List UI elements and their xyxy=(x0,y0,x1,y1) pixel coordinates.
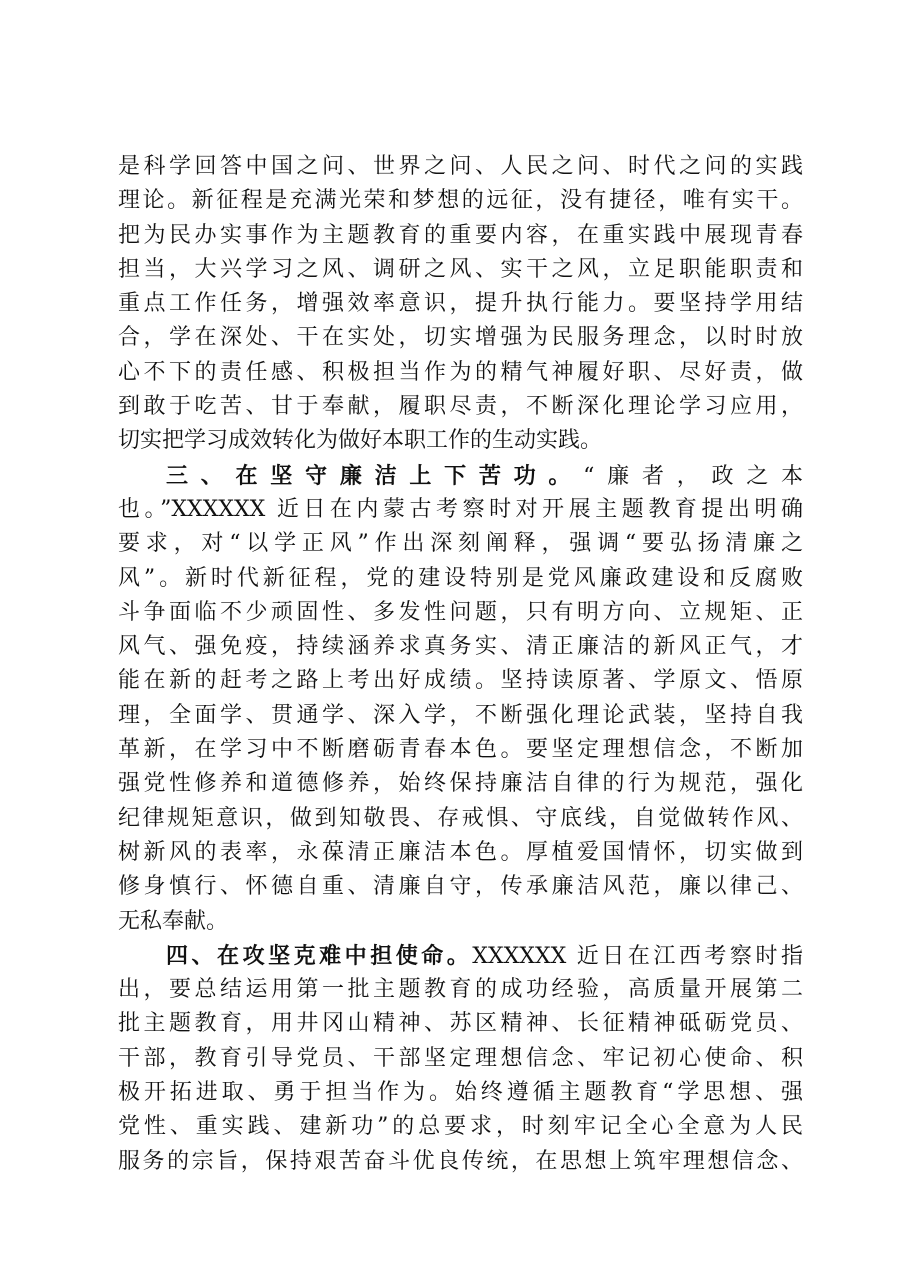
paragraph-first-line xyxy=(118,939,803,973)
section-heading: 四、在攻坚克难中担使命。 xyxy=(166,942,473,969)
text-line: 是科学回答中国之问、世界之问、人民之问、时代之问的实践 xyxy=(118,154,803,179)
section-heading: 三、在坚守廉洁上下苦功。 xyxy=(166,462,584,489)
paragraph-first-line xyxy=(118,459,803,493)
text-line: 重点工作任务，增强效率意识，提升执行能力。要坚持学用结 xyxy=(118,291,803,317)
text-line: 干部，教育引导党员、干部坚定理想信念、牢记初心使命、积 xyxy=(118,1045,803,1071)
paragraph-2 xyxy=(118,459,803,939)
text-line: 出，要总结运用第一批主题教育的成功经验，高质量开展第二 xyxy=(118,977,803,1003)
text-line: 理论。新征程是充满光荣和梦想的远征，没有捷径，唯有实干。 xyxy=(118,188,803,214)
text-line: 斗争面临不少顽固性、多发性问题，只有明方向、立规矩、正 xyxy=(118,599,803,625)
text-line: 担当，大兴学习之风、调研之风、实干之风，立足职能职责和 xyxy=(118,256,803,282)
text-run: “廉者，政之本 xyxy=(583,463,803,489)
text-line: 纪律规矩意识，做到知敬畏、存戒惧、守底线，自觉做转作风、 xyxy=(118,805,803,831)
text-line: 要求，对“以学正风”作出深刻阐释，强调“要弘扬清廉之 xyxy=(118,531,803,557)
text-line: 树新风的表率，永葆清正廉洁本色。厚植爱国情怀，切实做到 xyxy=(118,839,803,865)
text-line: 风气、强免疫，持续涵养求真务实、清正廉洁的新风正气，才 xyxy=(118,634,803,660)
text-line: 切实把学习成效转化为做好本职工作的生动实践。 xyxy=(118,428,603,454)
text-line: 无私奉献。 xyxy=(118,908,229,934)
text-line: 强党性修养和道德修养，始终保持廉洁自律的行为规范，强化 xyxy=(118,771,803,797)
text-line: 党性、重实践、建新功”的总要求，时刻牢记全心全意为人民 xyxy=(118,1114,803,1140)
document-page xyxy=(118,150,803,1179)
text-line: 服务的宗旨，保持艰苦奋斗优良传统，在思想上筑牢理想信念、 xyxy=(118,1148,803,1174)
text-line: 理，全面学、贯通学、深入学，不断强化理论武装，坚持自我 xyxy=(118,702,803,728)
paragraph-1 xyxy=(118,150,803,459)
text-line: 革新，在学习中不断磨砺青春本色。要坚定理想信念，不断加 xyxy=(118,737,803,763)
text-line: 合，学在深处、干在实处，切实增强为民服务理念，以时时放 xyxy=(118,325,803,351)
text-line: 把为民办实事作为主题教育的重要内容，在重实践中展现青春 xyxy=(118,222,803,248)
text-line: 也。”XXXXXX 近日在内蒙古考察时对开展主题教育提出明确 xyxy=(118,496,803,522)
text-run: XXXXXX 近日在江西考察时指 xyxy=(472,943,803,969)
text-line: 到敢于吃苦、甘于奉献，履职尽责，不断深化理论学习应用， xyxy=(118,394,803,420)
paragraph-3 xyxy=(118,939,803,1179)
text-line: 极开拓进取、勇于担当作为。始终遵循主题教育“学思想、强 xyxy=(118,1080,803,1106)
text-line: 心不下的责任感、积极担当作为的精气神履好职、尽好责，做 xyxy=(118,359,803,385)
text-line: 风”。新时代新征程，党的建设特别是党风廉政建设和反腐败 xyxy=(118,565,803,591)
text-line: 批主题教育，用井冈山精神、苏区精神、长征精神砥砺党员、 xyxy=(118,1011,803,1037)
text-line: 修身慎行、怀德自重、清廉自守，传承廉洁风范，廉以律己、 xyxy=(118,874,803,900)
text-line: 能在新的赶考之路上考出好成绩。坚持读原著、学原文、悟原 xyxy=(118,668,803,694)
